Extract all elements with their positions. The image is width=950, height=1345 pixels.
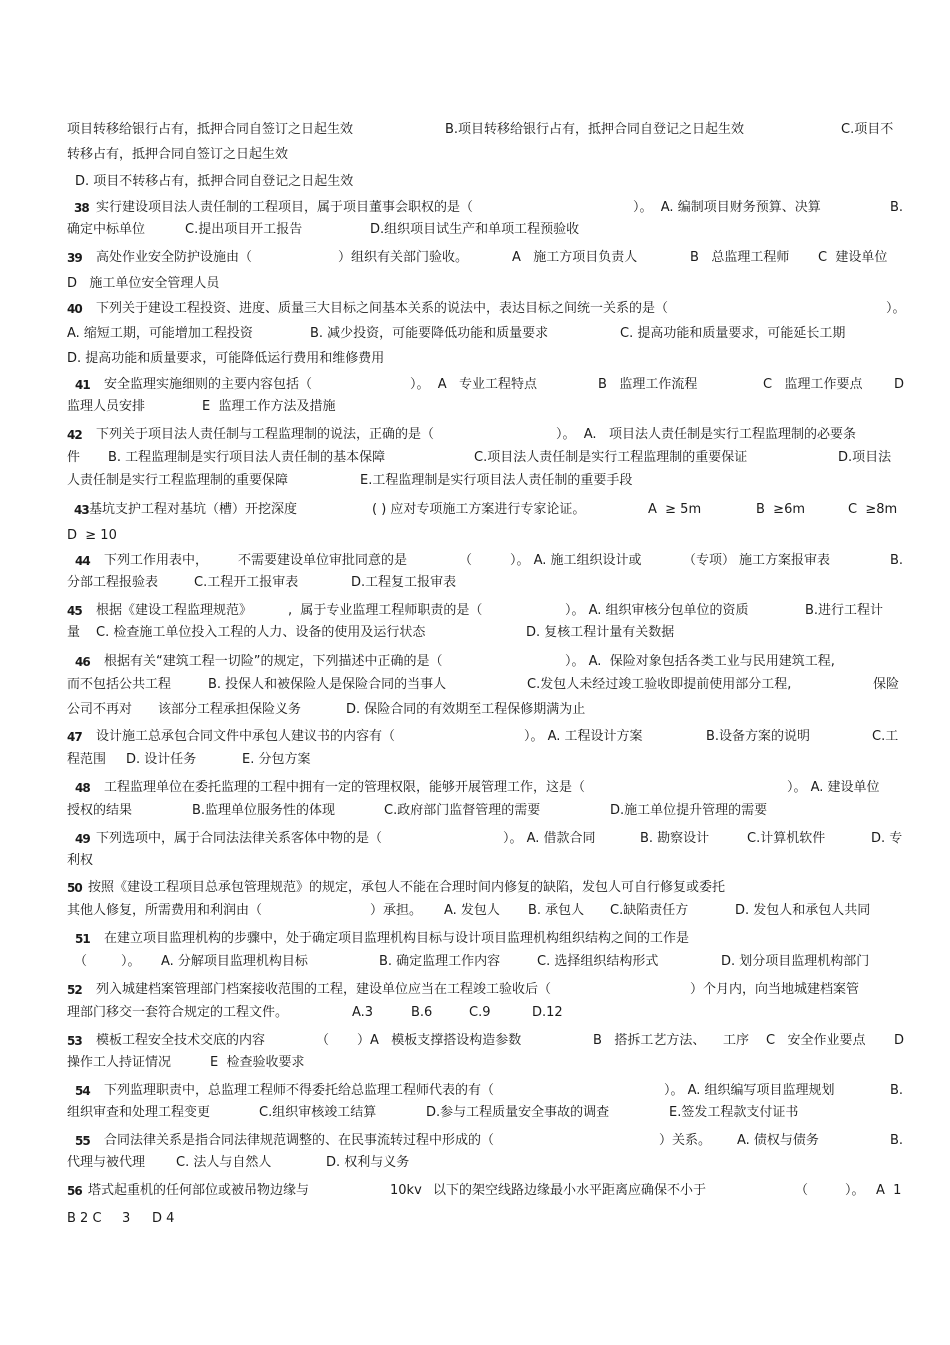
text-line xyxy=(0,980,950,1000)
text-segment: D.工程复工报审表 xyxy=(351,575,457,590)
text-segment: 其他人修复，所需费用和利润由（ xyxy=(67,903,263,918)
text-segment: D. 权利与义务 xyxy=(326,1155,410,1170)
text-segment: 下列关于项目法人责任制与工程监理制的说法，正确的是（ xyxy=(96,427,435,442)
text-line xyxy=(0,120,950,140)
text-segment: 公司不再对 xyxy=(67,702,133,717)
text-segment: ）关系。 xyxy=(659,1133,712,1148)
text-segment: ）。 A. 保险对象包括各类工业与民用建筑工程, xyxy=(565,654,835,669)
text-segment: C. 提高功能和质量要求，可能延长工期 xyxy=(620,326,846,341)
text-segment: B.进行工程计 xyxy=(805,603,884,618)
text-segment: B.6 xyxy=(411,1005,433,1020)
text-segment: D ≥ 10 xyxy=(67,528,117,543)
text-segment: ）。 A. 施工组织设计或 xyxy=(510,553,642,568)
text-segment: 该部分工程承担保险义务 xyxy=(158,702,302,717)
text-segment: ）。 xyxy=(845,1183,865,1198)
text-segment: ）个月内，向当地城建档案管 xyxy=(690,982,860,997)
text-segment: ）组织有关部门验收。 xyxy=(338,250,469,265)
text-segment: C.工 xyxy=(872,729,899,744)
text-line xyxy=(0,397,950,417)
text-line xyxy=(0,778,950,798)
text-segment: C.项目法人责任制是实行工程监理制的重要保证 xyxy=(474,450,748,465)
question-number: 52 xyxy=(67,983,82,997)
text-segment: 塔式起重机的任何部位或被吊物边缘与 xyxy=(88,1183,310,1198)
text-segment: A. 发包人 xyxy=(444,903,500,918)
text-segment: 量 xyxy=(67,625,81,640)
text-segment: 不需要建设单位审批同意的是 xyxy=(238,553,408,568)
text-segment: 程范围 xyxy=(67,752,107,767)
text-line xyxy=(0,675,950,695)
text-segment: ）。 A. 组织审核分包单位的资质 xyxy=(565,603,749,618)
text-segment: D. 发包人和承包人共同 xyxy=(735,903,871,918)
text-segment: A. 债权与债务 xyxy=(737,1133,819,1148)
text-segment: ）A 模板支撑搭设构造参数 xyxy=(357,1033,522,1048)
question-number: 43 xyxy=(74,503,89,517)
text-segment: B 总监理工程师 xyxy=(690,250,790,265)
text-segment: A.3 xyxy=(352,1005,374,1020)
text-line xyxy=(0,878,950,898)
text-segment: 件 xyxy=(67,450,81,465)
text-segment: 模板工程安全技术交底的内容 xyxy=(96,1033,266,1048)
text-segment: 列入城建档案管理部门档案接收范围的工程，建设单位应当在工程竣工验收后（ xyxy=(96,982,552,997)
text-line xyxy=(0,801,950,821)
text-line xyxy=(0,145,950,165)
text-segment: 根据《建设工程监理规范》 xyxy=(96,603,253,618)
text-line xyxy=(0,375,950,395)
text-line xyxy=(0,851,950,871)
text-segment: 高处作业安全防护设施由（ xyxy=(96,250,253,265)
text-segment: E 监理工作方法及措施 xyxy=(202,399,336,414)
text-line xyxy=(0,727,950,747)
question-number: 55 xyxy=(75,1134,90,1148)
text-segment: D.组织项目试生产和单项工程预验收 xyxy=(370,222,580,237)
text-segment: C.计算机软件 xyxy=(747,831,826,846)
text-segment: 工序 xyxy=(723,1033,750,1048)
question-number: 40 xyxy=(67,302,82,316)
text-segment: 理部门移交一套符合规定的工程文件。 xyxy=(67,1005,289,1020)
text-segment: C. 法人与自然人 xyxy=(176,1155,272,1170)
text-line xyxy=(0,1103,950,1123)
text-line xyxy=(0,274,950,294)
question-number: 54 xyxy=(75,1084,90,1098)
text-segment: ）。 xyxy=(886,301,906,316)
text-segment: ）。 xyxy=(121,954,141,969)
text-line xyxy=(0,573,950,593)
text-segment: 项目转移给银行占有，抵押合同自签订之日起生效 xyxy=(67,122,354,137)
text-segment: B.项目转移给银行占有，抵押合同自登记之日起生效 xyxy=(445,122,745,137)
text-segment: ）承担。 xyxy=(370,903,423,918)
text-segment: D 4 xyxy=(152,1211,175,1226)
text-line xyxy=(0,1181,950,1201)
text-segment: C.发包人未经过竣工验收即提前使用部分工程, xyxy=(527,677,792,692)
text-segment: B. xyxy=(890,200,904,215)
text-line xyxy=(0,1153,950,1173)
text-segment: B 2 C xyxy=(67,1211,102,1226)
text-segment: C.组织审核竣工结算 xyxy=(259,1105,377,1120)
text-line xyxy=(0,220,950,240)
text-line xyxy=(0,623,950,643)
text-segment: ）。 A. 组织编写项目监理规划 xyxy=(664,1083,835,1098)
text-segment: D.参与工程质量安全事故的调查 xyxy=(426,1105,610,1120)
text-segment: 分部工程报验表 xyxy=(67,575,159,590)
text-segment: （ xyxy=(459,553,473,568)
text-line xyxy=(0,172,950,192)
text-segment: B. 减少投资，可能要降低功能和质量要求 xyxy=(310,326,549,341)
text-segment: 确定中标单位 xyxy=(67,222,146,237)
text-segment: 授权的结果 xyxy=(67,803,133,818)
text-segment: 工程监理单位在委托监理的工程中拥有一定的管理权限，能够开展管理工作，这是（ xyxy=(104,780,586,795)
text-segment: 利权 xyxy=(67,853,94,868)
text-line xyxy=(0,1081,950,1101)
question-number: 47 xyxy=(67,730,82,744)
text-segment: ）。 A 专业工程特点 xyxy=(410,377,538,392)
text-segment: A ≥ 5m xyxy=(648,502,702,517)
text-line xyxy=(0,652,950,672)
text-segment: E.工程监理制是实行项目法人责任制的重要手段 xyxy=(360,473,633,488)
question-number: 44 xyxy=(75,554,90,568)
text-segment: B. xyxy=(890,1083,904,1098)
text-segment: A. 缩短工期，可能增加工程投资 xyxy=(67,326,253,341)
text-segment: B. xyxy=(890,553,904,568)
text-segment: A 1 xyxy=(876,1183,902,1198)
text-segment: B 搭拆工艺方法、 xyxy=(593,1033,706,1048)
text-segment: （专项） xyxy=(683,553,736,568)
text-line xyxy=(0,901,950,921)
text-segment: B. xyxy=(890,1133,904,1148)
text-line xyxy=(0,500,950,520)
question-number: 45 xyxy=(67,604,82,618)
text-segment: C.提出项目开工报告 xyxy=(185,222,303,237)
text-segment: C 安全作业要点 xyxy=(766,1033,866,1048)
text-segment: 实行建设项目法人责任制的工程项目，属于项目董事会职权的是（ xyxy=(96,200,474,215)
text-line xyxy=(0,471,950,491)
text-line xyxy=(0,248,950,268)
text-line xyxy=(0,952,950,972)
text-line xyxy=(0,601,950,621)
question-number: 41 xyxy=(75,378,90,392)
text-segment: D. 项目不转移占有，抵押合同自登记之日起生效 xyxy=(75,174,354,189)
text-segment: 根据有关“建筑工程一切险”的规定，下列描述中正确的是（ xyxy=(104,654,443,669)
text-segment: 人责任制是实行工程监理制的重要保障 xyxy=(67,473,289,488)
question-number: 46 xyxy=(75,655,90,669)
text-segment: 而不包括公共工程 xyxy=(67,677,172,692)
text-segment: B. 确定监理工作内容 xyxy=(379,954,501,969)
text-segment: D. 划分项目监理机构部门 xyxy=(721,954,870,969)
text-line xyxy=(0,829,950,849)
text-line xyxy=(0,1031,950,1051)
text-segment: D 施工单位安全管理人员 xyxy=(67,276,220,291)
question-number: 51 xyxy=(75,932,90,946)
text-segment: （ xyxy=(316,1033,330,1048)
text-segment: ）。 A. 建设单位 xyxy=(787,780,880,795)
text-line xyxy=(0,425,950,445)
text-segment: B.设备方案的说明 xyxy=(706,729,811,744)
text-segment: 代理与被代理 xyxy=(67,1155,146,1170)
text-segment: （ xyxy=(795,1183,809,1198)
text-segment: E 检查验收要求 xyxy=(210,1055,305,1070)
text-segment: 保险 xyxy=(873,677,900,692)
text-segment: D.12 xyxy=(532,1005,563,1020)
text-segment: 下列选项中，属于合同法法律关系客体中物的是（ xyxy=(96,831,383,846)
question-number: 53 xyxy=(67,1034,82,1048)
text-segment: A. 分解项目监理机构目标 xyxy=(161,954,308,969)
text-segment: , 属于专业监理工程师职责的是（ xyxy=(288,603,483,618)
text-segment: （ xyxy=(74,954,88,969)
text-segment: B. 工程监理制是实行项目法人责任制的基本保障 xyxy=(108,450,386,465)
question-number: 56 xyxy=(67,1184,82,1198)
text-segment: C.政府部门监督管理的需要 xyxy=(384,803,541,818)
text-line xyxy=(0,299,950,319)
text-segment: 下列监理职责中，总监理工程师不得委托给总监理工程师代表的有（ xyxy=(104,1083,495,1098)
text-line xyxy=(0,929,950,949)
text-segment: 在建立项目监理机构的步骤中，处于确定项目监理机构目标与设计项目监理机构组织结构之间的工作是 xyxy=(104,931,690,946)
text-segment: C. 选择组织结构形式 xyxy=(537,954,659,969)
question-number: 49 xyxy=(75,832,90,846)
text-segment: C 建设单位 xyxy=(818,250,888,265)
text-line xyxy=(0,750,950,770)
text-segment: ( ) 应对专项施工方案进行专家论证。 xyxy=(372,502,586,517)
text-segment: D. 专 xyxy=(871,831,903,846)
text-segment: 转移占有，抵押合同自签订之日起生效 xyxy=(67,147,289,162)
text-segment: 设计施工总承包合同文件中承包人建议书的内容有（ xyxy=(96,729,396,744)
text-segment: B.监理单位服务性的体现 xyxy=(192,803,336,818)
text-line xyxy=(0,349,950,369)
text-line xyxy=(0,324,950,344)
question-number: 48 xyxy=(75,781,90,795)
text-segment: C.项目不 xyxy=(841,122,894,137)
text-segment: 操作工人持证情况 xyxy=(67,1055,172,1070)
text-segment: D. 复核工程计量有关数据 xyxy=(526,625,675,640)
text-line xyxy=(0,526,950,546)
text-segment: 施工方案报审表 xyxy=(739,553,831,568)
text-segment: D xyxy=(894,377,905,392)
question-number: 38 xyxy=(74,201,89,215)
text-segment: 以下的架空线路边缘最小水平距离应确保不小于 xyxy=(433,1183,707,1198)
text-segment: ）。 A. 项目法人责任制是实行工程监理制的必要条 xyxy=(556,427,856,442)
text-segment: B 监理工作流程 xyxy=(598,377,698,392)
text-segment: 监理人员安排 xyxy=(67,399,146,414)
text-segment: D. 提高功能和质量要求，可能降低运行费用和维修费用 xyxy=(67,351,385,366)
text-segment: 安全监理实施细则的主要内容包括（ xyxy=(104,377,313,392)
text-segment: 下列关于建设工程投资、进度、质量三大目标之间基本关系的说法中，表达目标之间统一关系的是（ xyxy=(96,301,669,316)
text-segment: D.施工单位提升管理的需要 xyxy=(610,803,768,818)
text-line xyxy=(0,198,950,218)
question-number: 42 xyxy=(67,428,82,442)
text-segment: 10kv xyxy=(390,1183,422,1198)
text-segment: C. 检查施工单位投入工程的人力、设备的使用及运行状态 xyxy=(96,625,426,640)
text-line xyxy=(0,1053,950,1073)
text-segment: C ≥8m xyxy=(848,502,898,517)
text-segment: C 监理工作要点 xyxy=(763,377,863,392)
text-line xyxy=(0,551,950,571)
text-segment: 合同法律关系是指合同法律规范调整的、在民事流转过程中形成的（ xyxy=(104,1133,495,1148)
text-segment: C.缺陷责任方 xyxy=(610,903,689,918)
text-segment: ）。 A. 工程设计方案 xyxy=(524,729,643,744)
text-line xyxy=(0,1209,950,1229)
text-segment: 3 xyxy=(122,1211,131,1226)
text-segment: ）。 A. 借款合同 xyxy=(503,831,596,846)
text-line xyxy=(0,700,950,720)
text-segment: E.签发工程款支付证书 xyxy=(669,1105,799,1120)
text-segment: D. 设计任务 xyxy=(126,752,197,767)
text-segment: C.工程开工报审表 xyxy=(194,575,299,590)
text-segment: D. 保险合同的有效期至工程保修期满为止 xyxy=(346,702,586,717)
text-segment: A 施工方项目负责人 xyxy=(512,250,638,265)
text-line xyxy=(0,1003,950,1023)
question-number: 50 xyxy=(67,881,82,895)
text-segment: 按照《建设工程项目总承包管理规范》的规定，承包人不能在合理时间内修复的缺陷，发包人可自行修复或委托 xyxy=(88,880,726,895)
text-segment: B. 勘察设计 xyxy=(640,831,710,846)
text-segment: B. 投保人和被保险人是保险合同的当事人 xyxy=(208,677,447,692)
text-segment: D.项目法 xyxy=(838,450,892,465)
text-segment: 下列工作用表中， xyxy=(104,553,209,568)
text-segment: ）。 A. 编制项目财务预算、决算 xyxy=(633,200,821,215)
text-segment: B ≥6m xyxy=(756,502,806,517)
text-segment: B. 承包人 xyxy=(528,903,585,918)
text-segment: 组织审查和处理工程变更 xyxy=(67,1105,211,1120)
text-segment: C.9 xyxy=(469,1005,491,1020)
text-segment: D xyxy=(894,1033,905,1048)
text-segment: E. 分包方案 xyxy=(242,752,311,767)
question-number: 39 xyxy=(67,251,82,265)
text-line xyxy=(0,448,950,468)
text-segment: 基坑支护工程对基坑（槽）开挖深度 xyxy=(89,502,298,517)
text-line xyxy=(0,1131,950,1151)
